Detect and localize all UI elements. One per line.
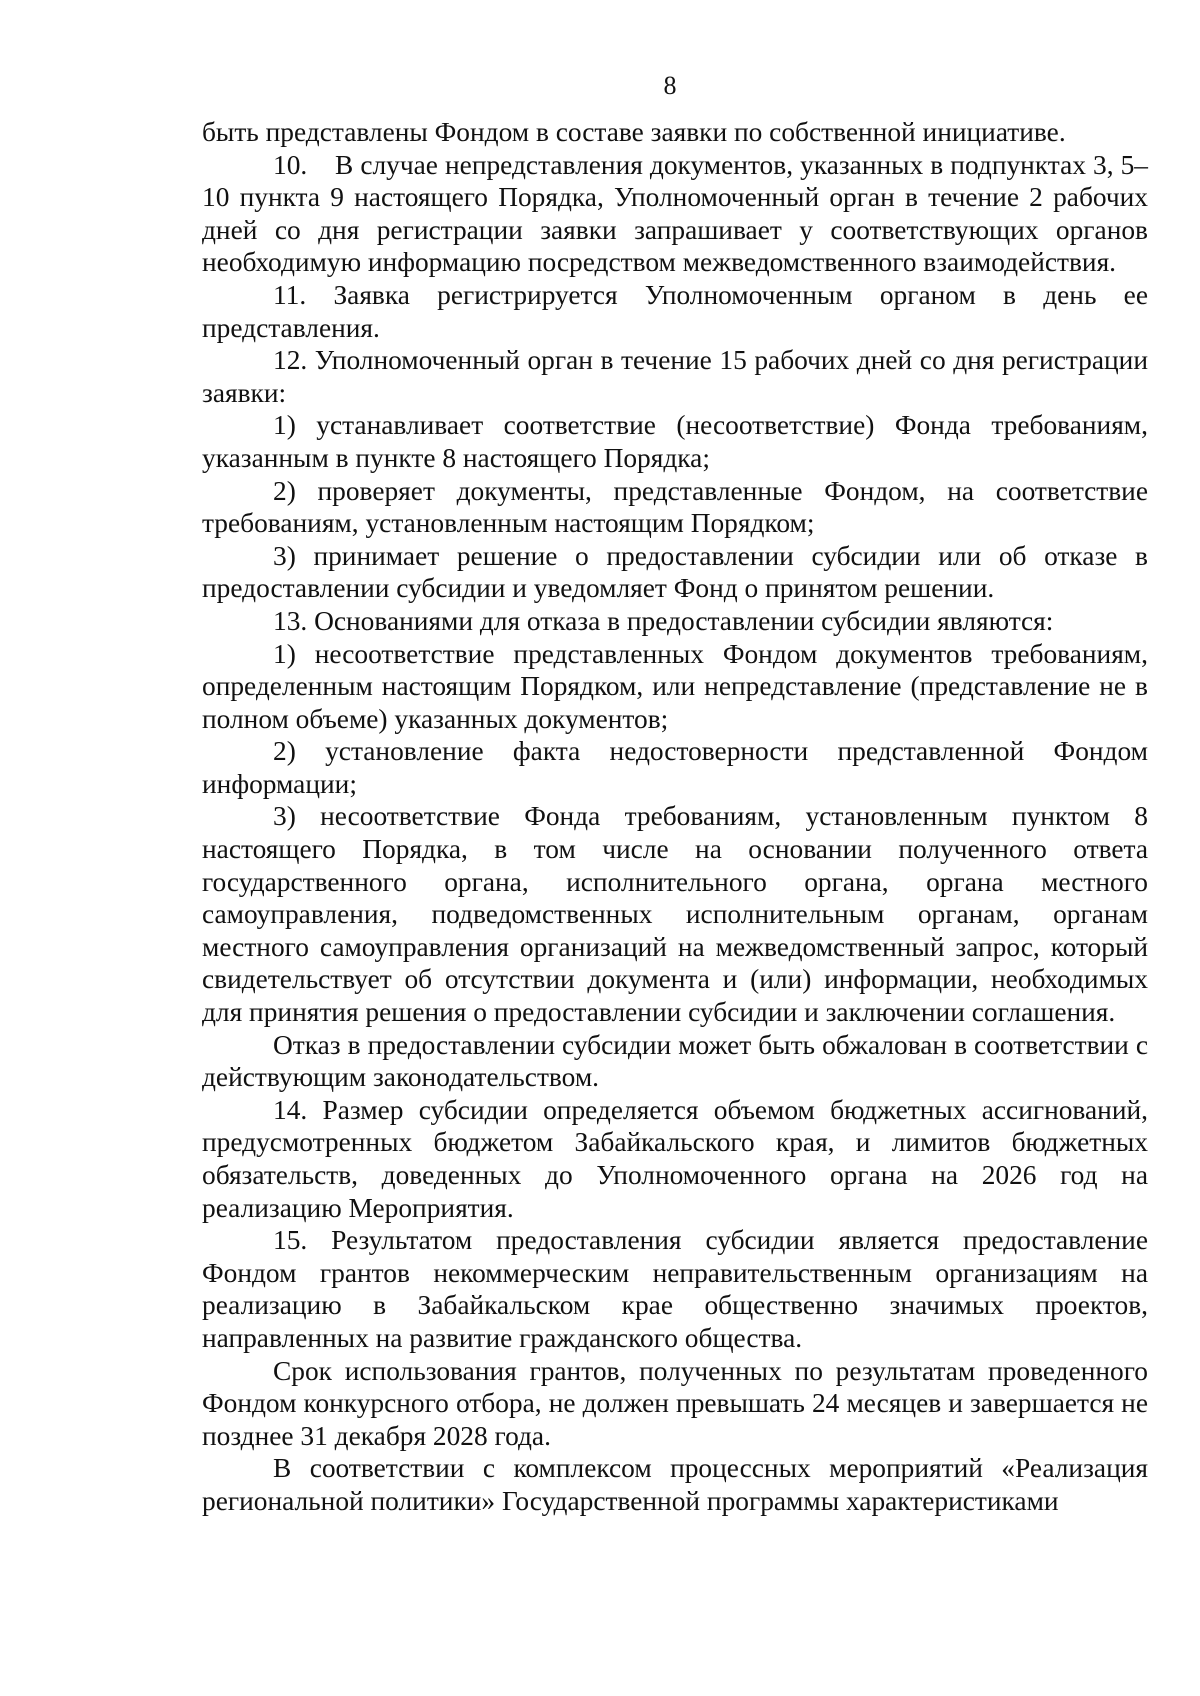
- paragraph-point-12-sub-1: 1) устанавливает соответствие (несоответствие) Фонда требованиям, указанным в пункте 8 настоящего Порядка;: [202, 410, 1148, 473]
- paragraph-point-12-sub-2: 2) проверяет документы, представленные Фондом, на соответствие требованиям, установленным настоящим Порядком;: [202, 475, 1148, 539]
- page-number: 8: [663, 71, 677, 100]
- paragraph-point-13: 13. Основаниями для отказа в предоставлении субсидии являются:: [273, 605, 1054, 636]
- paragraph-point-15: 15. Результатом предоставления субсидии является предоставление Фондом грантов некоммерческим неправительственным организациям на реализацию в Забайкальском крае общественно значимых проектов, направленных на развитие гражданского общества.: [202, 1225, 1148, 1353]
- paragraph-point-13-sub-2: 2) установление факта недостоверности представленной Фондом информации;: [202, 736, 1148, 799]
- point-10-text: В случае непредставления документов, указанных в подпунктах 3, 5–10 пункта 9 настоящего Порядка, Уполномоченный орган в течение 2 рабочих дней со дня регистрации заявки запрашивает у соответствующих органов необходимую информацию посредством межведомственного взаимодействия.: [202, 149, 1148, 278]
- paragraph-point-11: 11. Заявка регистрируется Уполномоченным органом в день ее представления.: [202, 279, 1148, 343]
- document-body: [202, 116, 1148, 1518]
- paragraph-grant-term: Срок использования грантов, полученных по результатам проведенного Фондом конкурсного отбора, не должен превышать 24 месяцев и завершается не позднее 31 декабря 2028 года.: [202, 1355, 1148, 1451]
- paragraph-point-10: [202, 149, 1148, 279]
- point-10-number: 10.: [273, 149, 308, 180]
- paragraph-point-14: 14. Размер субсидии определяется объемом бюджетных ассигнований, предусмотренных бюджетом Забайкальского края, и лимитов бюджетных обязательств, доведенных до Уполномоченного органа на 2026 год на реализацию Мероприятия.: [202, 1094, 1148, 1223]
- paragraph-point-12-sub-3: 3) принимает решение о предоставлении субсидии или об отказе в предоставлении субсидии и уведомляет Фонд о принятом решении.: [202, 540, 1148, 604]
- paragraph-continuation: быть представлены Фондом в составе заявки по собственной инициативе.: [202, 117, 1066, 147]
- paragraph-refusal-appeal: Отказ в предоставлении субсидии может быть обжалован в соответствии с действующим законодательством.: [202, 1029, 1148, 1093]
- paragraph-point-12: 12. Уполномоченный орган в течение 15 рабочих дней со дня регистрации заявки:: [202, 345, 1148, 408]
- paragraph-point-13-sub-3: 3) несоответствие Фонда требованиям, установленным пунктом 8 настоящего Порядка, в том числе на основании полученного ответа государственного органа, исполнительного органа, органа местного самоуправления, подведомственных исполнительным органам, органам местного самоуправления организаций на межведомственный запрос, который свидетельствует об отсутствии документа и (или) информации, необходимых для принятия решения о предоставлении субсидии и заключении соглашения.: [202, 801, 1148, 1028]
- paragraph-point-13-sub-1: 1) несоответствие представленных Фондом документов требованиям, определенным настоящим Порядком, или непредставление (представление не в полном объеме) указанных документов;: [202, 638, 1148, 734]
- paragraph-program-characteristics: В соответствии с комплексом процессных мероприятий «Реализация региональной политики» Государственной программы характеристиками: [202, 1453, 1148, 1516]
